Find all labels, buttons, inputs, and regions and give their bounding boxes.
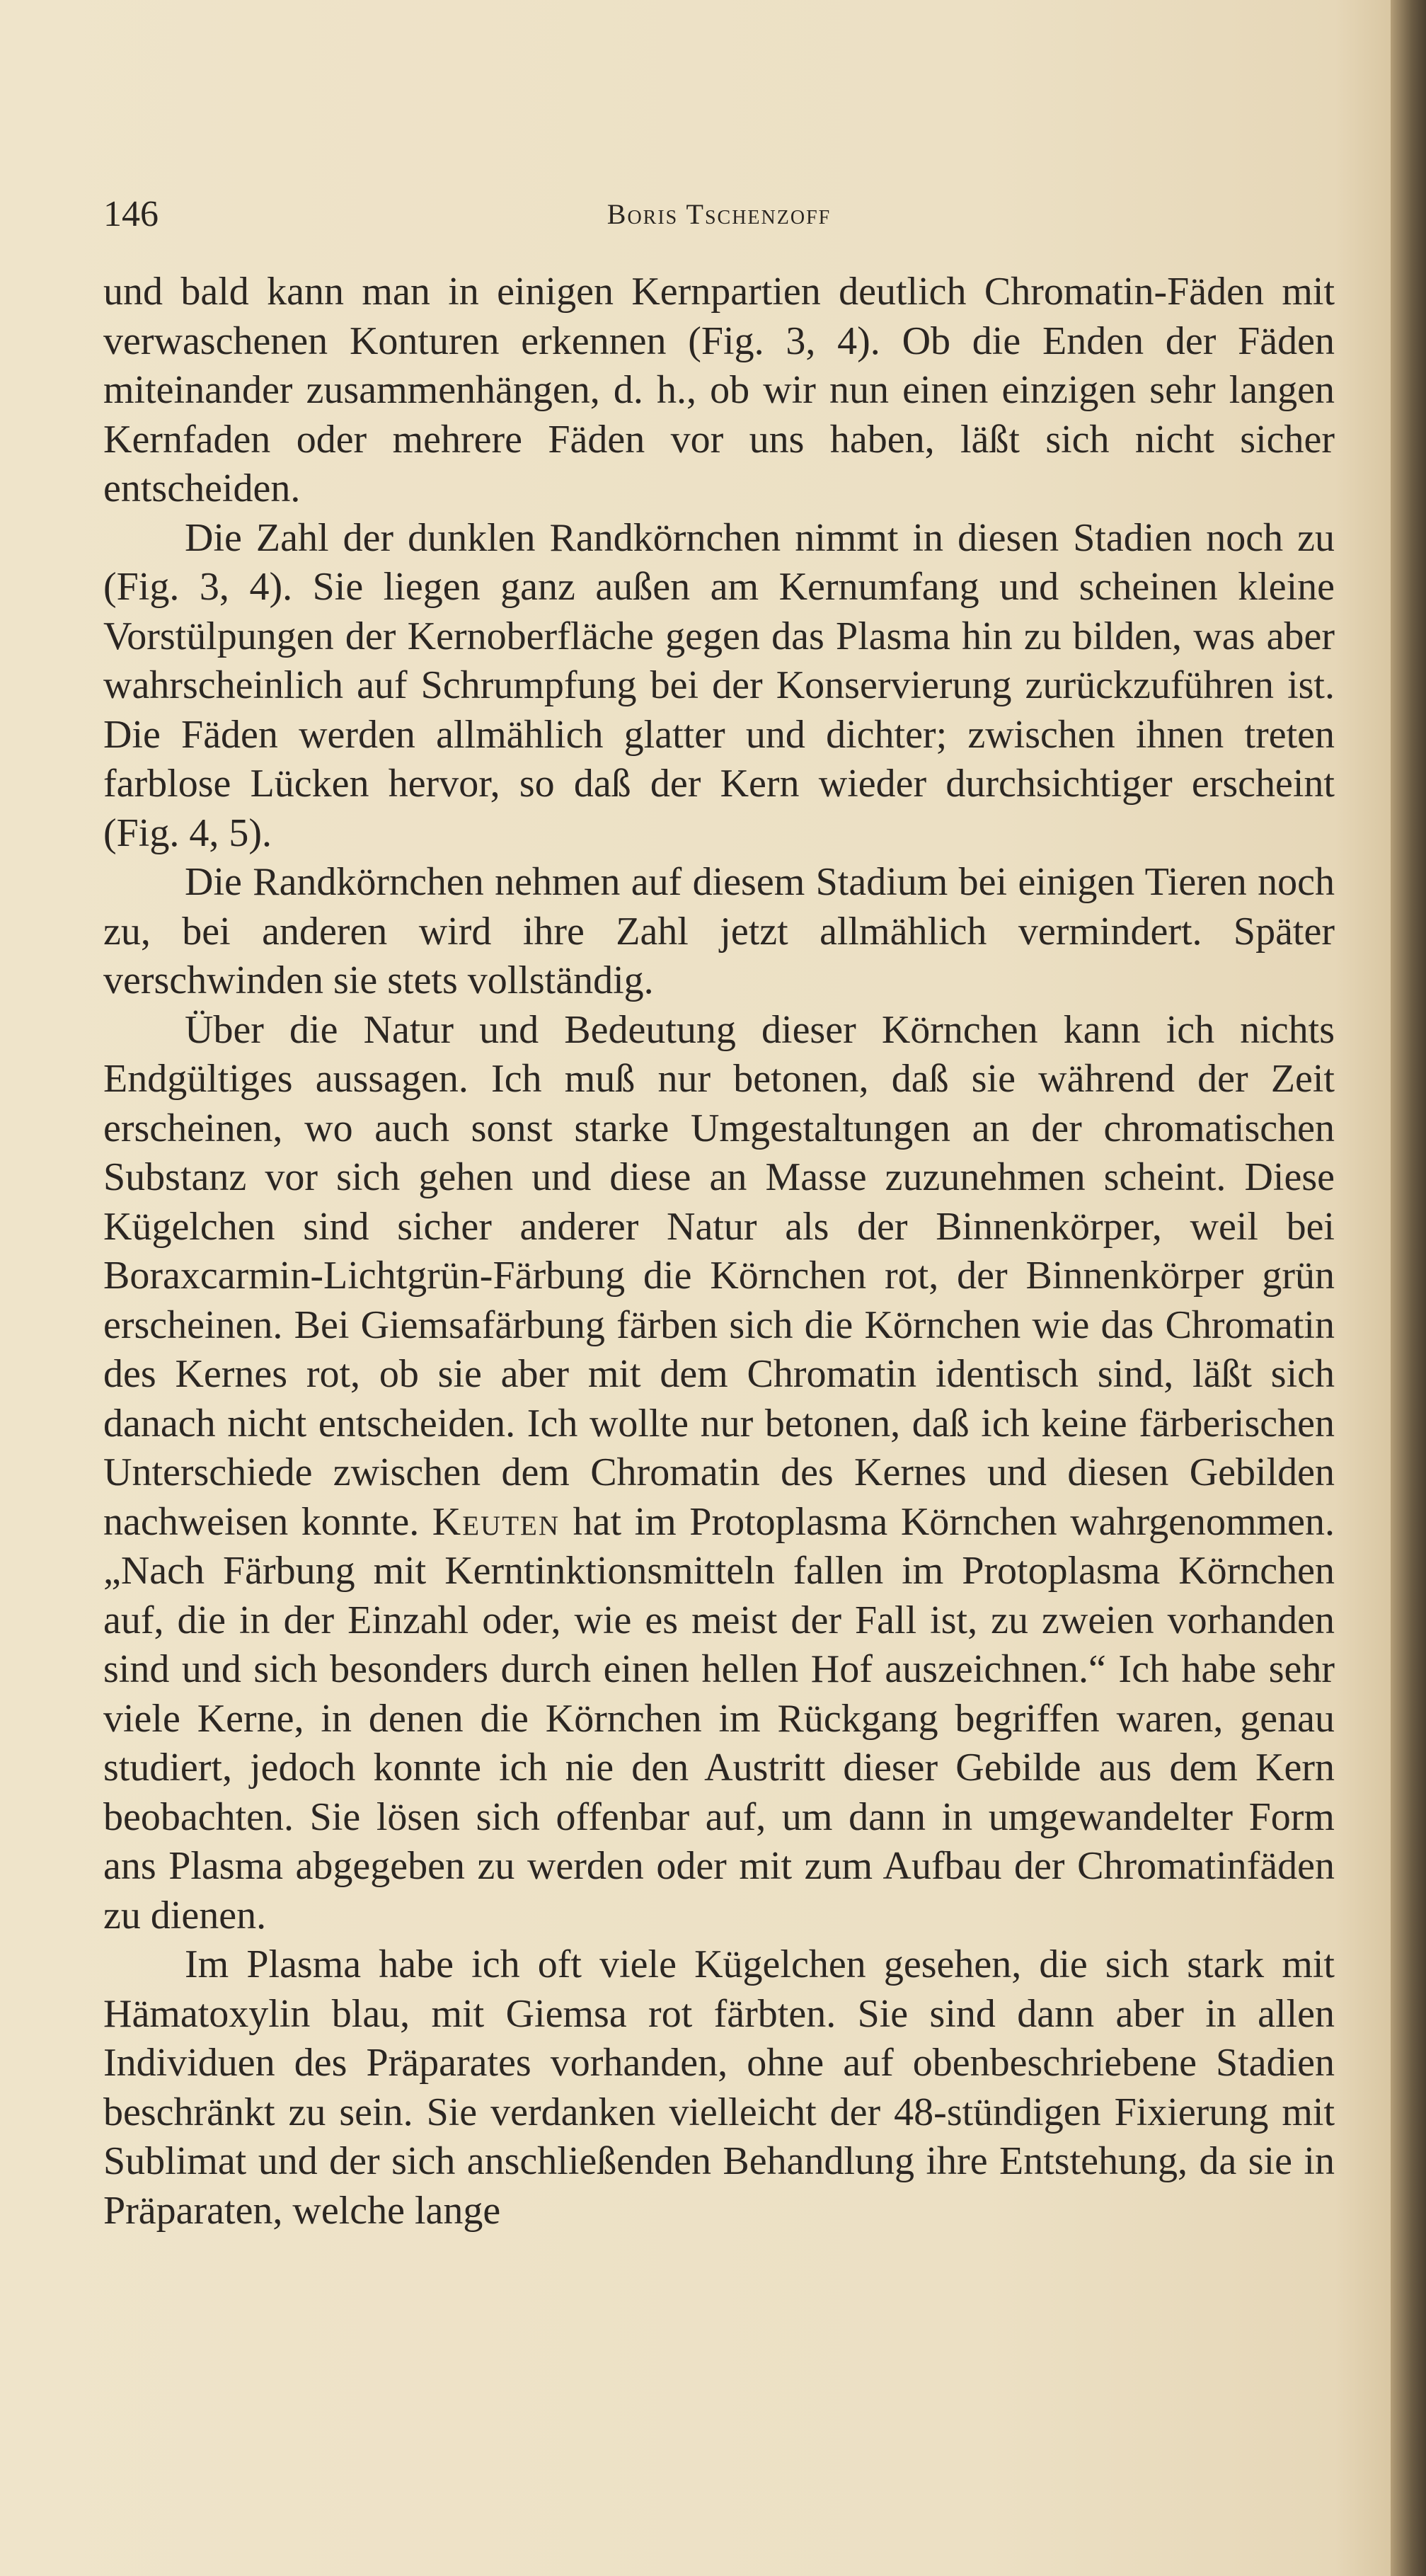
paragraph-3: Die Randkörnchen nehmen auf diesem Stadium bei einigen Tieren noch zu, bei anderen wird ihre Zahl jetzt allmählich vermindert. Später verschwinden sie stets vollständig.	[103, 860, 1335, 1002]
page-number: 146	[103, 194, 159, 234]
author-name: Keuten	[432, 1499, 560, 1544]
paragraph-5: Im Plasma habe ich oft viele Kügelchen gesehen, die sich stark mit Hämatoxylin blau, mit Giemsa rot färbten. Sie sind dann aber in allen Individuen des Präparates vorhanden, ohne auf obenbeschriebene Stadien beschränkt zu sein. Sie verdanken vielleicht der 48-stündigen Fixierung mit Sublimat und der sich anschließenden Behandlung ihre Entstehung, da sie in Präparaten, welche lange	[103, 1942, 1335, 2233]
paragraph-2: Die Zahl der dunklen Randkörnchen nimmt in diesen Stadien noch zu (Fig. 3, 4). Sie liegen ganz außen am Kernumfang und scheinen kleine Vorstülpungen der Kernoberfläche gegen das Plasma hin zu bilden, was aber wahrscheinlich auf Schrumpfung bei der Konservierung zurückzuführen ist. Die Fäden werden allmählich glatter und dichter; zwischen ihnen treten farblose Lücken hervor, so daß der Kern wieder durchsichtiger erscheint (Fig. 4, 5).	[103, 515, 1335, 855]
paragraph-4-part-1: Über die Natur und Bedeutung dieser Körnchen kann ich nichts Endgültiges aussagen. Ich muß nur betonen, daß sie während der Zeit erscheinen, wo auch sonst starke Umgestaltungen an der chromatischen Substanz vor sich gehen und diese an Masse zuzunehmen scheint. Diese Kügelchen sind sicher anderer Natur als der Binnenkörper, weil bei Boraxcarmin-Lichtgrün-Färbung die Körnchen rot, der Binnenkörper grün erscheinen. Bei Giemsafärbung färben sich die Körnchen wie das Chromatin des Kernes rot, ob sie aber mit dem Chromatin identisch sind, läßt sich danach nicht entscheiden. Ich wollte nur betonen, daß ich keine färberischen Unterschiede zwischen dem Chromatin des Kernes und diesen Gebilden nachweisen konnte.	[103, 1007, 1335, 1544]
body-text	[103, 268, 1335, 2236]
paragraph-4	[103, 1006, 1335, 1941]
paragraph-1: und bald kann man in einigen Kernpartien deutlich Chromatin-Fäden mit verwaschenen Konturen erkennen (Fig. 3, 4). Ob die Enden der Fäden miteinander zusammenhängen, d. h., ob wir nun einen einzigen sehr langen Kernfaden oder mehrere Fäden vor uns haben, läßt sich nicht sicher entscheiden.	[103, 270, 1335, 510]
page-header	[103, 190, 1335, 239]
paragraph-4-part-2: hat im Protoplasma Körnchen wahrgenommen. „Nach Färbung mit Kerntinktionsmitteln fallen im Protoplasma Körnchen auf, die in der Einzahl oder, wie es meist der Fall ist, zu zweien vorhanden sind und sich besonders durch einen hellen Hof auszeichnen.“ Ich habe sehr viele Kerne, in denen die Körnchen im Rückgang begriffen waren, genau studiert, jedoch konnte ich nie den Austritt dieser Gebilde aus dem Kern beobachten. Sie lösen sich offenbar auf, um dann in umgewandelter Form ans Plasma abgegeben zu werden oder mit zum Aufbau der Chromatinfäden zu dienen.	[103, 1499, 1335, 1937]
running-head: Boris Tschenzoff	[606, 198, 832, 230]
page-edge-shadow	[1391, 0, 1426, 2576]
